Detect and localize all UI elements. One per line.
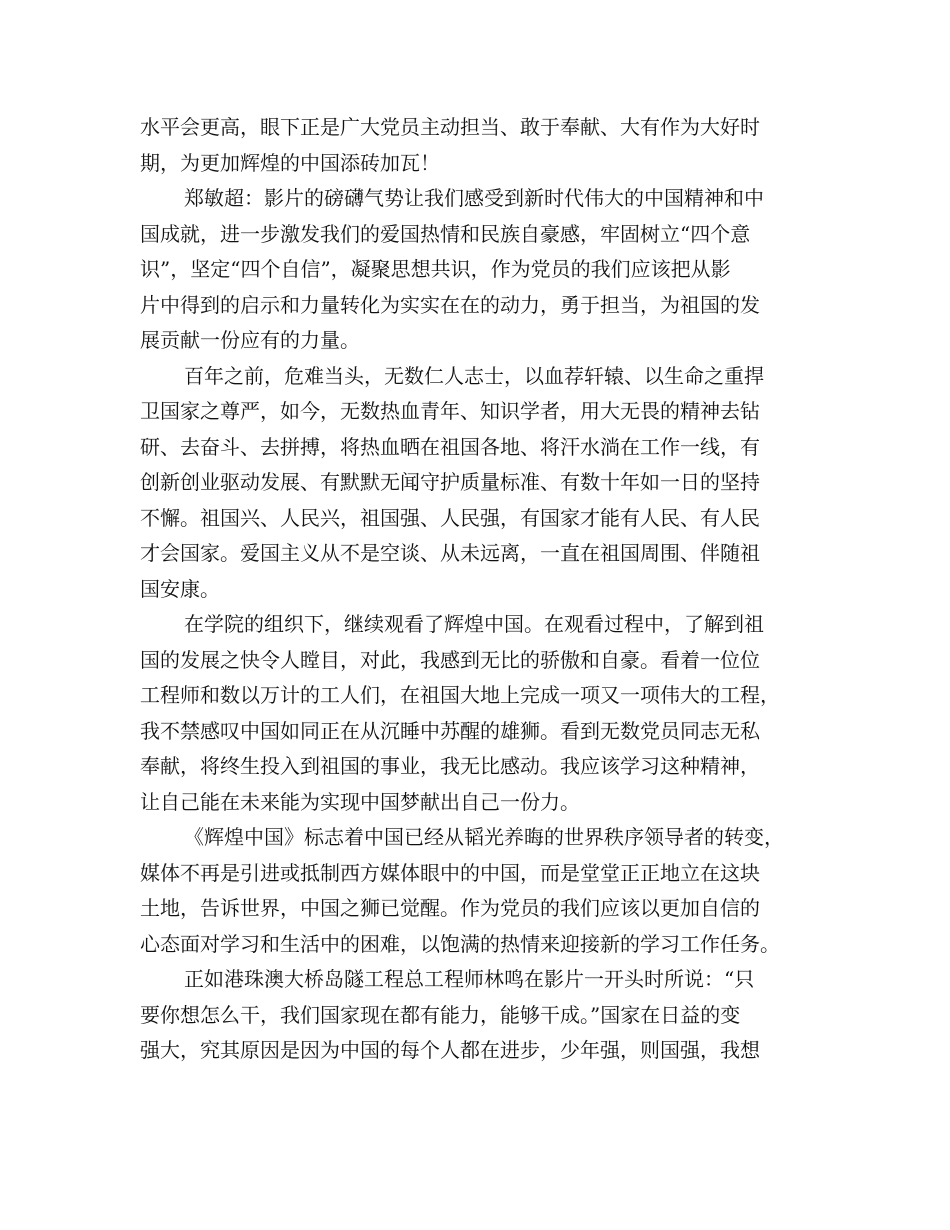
text-line: 要你想怎么干，我们国家现在都有能力，能够干成。”国家在日益的变 bbox=[140, 1002, 741, 1027]
text-line: 创新创业驱动发展、有默默无闻守护质量标准、有数十年如一日的坚持 bbox=[140, 470, 760, 494]
paragraph-first-line: 《辉煌中国》标志着中国已经从韬光养晦的世界秩序领导者的转变， bbox=[184, 825, 784, 849]
text-line: 我不禁感叹中国如同正在从沉睡中苏醒的雄狮。看到无数党员同志无私 bbox=[140, 718, 760, 743]
text-line: 奉献，将终生投入到祖国的事业，我无比感动。我应该学习这种精神， bbox=[140, 754, 760, 778]
paragraph-first-line: 在学院的组织下，继续观看了辉煌中国。在观看过程中，了解到祖 bbox=[184, 612, 764, 636]
text-line: 让自己能在未来能为实现中国梦献出自己一份力。 bbox=[140, 789, 580, 814]
text-line: 国的发展之快令人瞠目，对此，我感到无比的骄傲和自豪。看着一位位 bbox=[140, 647, 760, 672]
text-line: 展贡献一份应有的力量。 bbox=[140, 328, 360, 352]
text-line: 工程师和数以万计的工人们，在祖国大地上完成一项又一项伟大的工程， bbox=[140, 683, 780, 707]
text-line: 土地，告诉世界，中国之狮已觉醒。作为党员的我们应该以更加自信的 bbox=[140, 896, 760, 920]
paragraph-first-line: 百年之前，危难当头，无数仁人志士，以血荐轩辕、以生命之重捍 bbox=[184, 363, 764, 388]
paragraph-first-line: 郑敏超：影片的磅礴气势让我们感受到新时代伟大的中国精神和中 bbox=[184, 186, 764, 210]
text-line: 识”，坚定“四个自信”，凝聚思想共识，作为党员的我们应该把从影 bbox=[140, 257, 731, 281]
text-line: 片中得到的启示和力量转化为实实在在的动力，勇于担当，为祖国的发 bbox=[140, 292, 760, 317]
paragraph-first-line: 正如港珠澳大桥岛隧工程总工程师林鸣在影片一开头时所说：“只 bbox=[184, 967, 755, 991]
text-line: 不懈。祖国兴、人民兴，祖国强、人民强，有国家才能有人民、有人民 bbox=[140, 505, 760, 530]
text-line: 卫国家之尊严，如今，无数热血青年、知识学者，用大无畏的精神去钻 bbox=[140, 399, 760, 423]
text-line: 研、去奋斗、去拼搏，将热血晒在祖国各地、将汗水淌在工作一线，有 bbox=[140, 434, 760, 459]
text-line: 媒体不再是引进或抵制西方媒体眼中的中国，而是堂堂正正地立在这块 bbox=[140, 860, 760, 885]
text-line: 国成就，进一步激发我们的爱国热情和民族自豪感，牢固树立“四个意 bbox=[140, 221, 751, 246]
document-body bbox=[140, 110, 824, 1069]
text-line: 期，为更加辉煌的中国添砖加瓦！ bbox=[140, 150, 440, 175]
text-line: 心态面对学习和生活中的困难，以饱满的热情来迎接新的学习工作任务。 bbox=[140, 931, 780, 956]
text-line: 强大，究其原因是因为中国的每个人都在进步，少年强，则国强，我想 bbox=[140, 1038, 760, 1062]
text-line: 水平会更高，眼下正是广大党员主动担当、敢于奉献、大有作为大好时 bbox=[140, 115, 760, 139]
text-line: 才会国家。爱国主义从不是空谈、从未远离，一直在祖国周围、伴随祖 bbox=[140, 541, 760, 565]
text-line: 国安康。 bbox=[140, 576, 220, 601]
